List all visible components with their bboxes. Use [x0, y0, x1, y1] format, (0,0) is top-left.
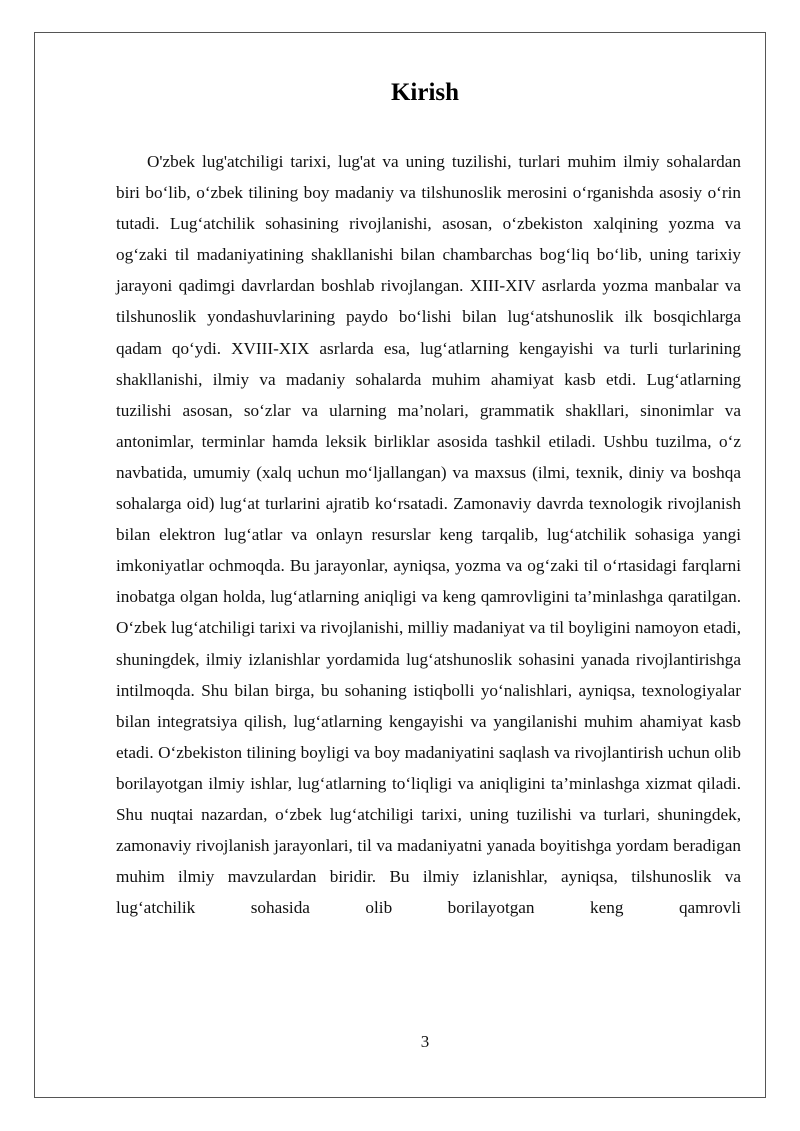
page-title: Kirish	[390, 79, 460, 106]
body-paragraph: O'zbek lug'atchiligi tarixi, lug'at va uning tuzilishi, turlari muhim ilmiy sohalardan biri bo‘lib, o‘zbek tilining boy madaniy va tilshunoslik merosini o‘rganishda asosiy o‘rin tutadi. Lug‘atchilik sohasining rivojlanishi, asosan, o‘zbekiston xalqining yozma va og‘zaki til madaniyatining shakllanishi bilan chambarchas bog‘liq bo‘lib, uning tarixiy jarayoni qadimgi davrlardan boshlab rivojlangan. XIII-XIV asrlarda yozma manbalar va tilshunoslik yondashuvlarining paydo bo‘lishi bilan lug‘atshunoslik ilk bosqichlarga qadam qo‘ydi. XVIII-XIX asrlarda esa, lug‘atlarning kengayishi va turli turlarining shakllanishi, ilmiy va madaniy sohalarda muhim ahamiyat kasb etdi. Lug‘atlarning tuzilishi asosan, so‘zlar va ularning ma’nolari, grammatik shakllari, sinonimlar va antonimlar, terminlar hamda leksik birliklar asosida tashkil etiladi. Ushbu tuzilma, o‘z navbatida, umumiy (xalq uchun mo‘ljallangan) va maxsus (ilmi, texnik, diniy va boshqa sohalarga oid) lug‘at turlarini ajratib ko‘rsatadi. Zamonaviy davrda texnologik rivojlanish bilan elektron lug‘atlar va onlayn resurslar keng tarqalib, lug‘atchilik sohasiga yangi imkoniyatlar ochmoqda. Bu jarayonlar, ayniqsa, yozma va og‘zaki til o‘rtasidagi farqlarni inobatga olgan holda, lug‘atlarning aniqligi va keng qamrovligini ta’minlashga qaratilgan. O‘zbek lug‘atchiligi tarixi va rivojlanishi, milliy madaniyat va til boyligini namoyon etadi, shuningdek, ilmiy izlanishlar yordamida lug‘atshunoslik sohasini yanada rivojlantirishga intilmoqda. Shu bilan birga, bu sohaning istiqbolli yo‘nalishlari, ayniqsa, texnologiyalar bilan integratsiya qilish, lug‘atlarning kengayishi va yangilanishi muhim ahamiyat kasb etadi. O‘zbekiston tilining boyligi va boy madaniyatini saqlash va rivojlantirish uchun olib borilayotgan ilmiy ishlar, lug‘atlarning to‘liqligi va aniqligini ta’minlashga xizmat qiladi. Shu nuqtai nazardan, o‘zbek lug‘atchiligi tarixi, uning tuzilishi va turlari, shuningdek, zamonaviy rivojlanish jarayonlari, til va madaniyatni yanada boyitishga yordam beradigan muhim ilmiy mavzulardan biridir. Bu ilmiy izlanishlar, ayniqsa, tilshunoslik va lug‘atchilik sohasida olib borilayotgan keng qamrovli	[116, 152, 741, 918]
page-number: 3	[420, 1032, 430, 1051]
